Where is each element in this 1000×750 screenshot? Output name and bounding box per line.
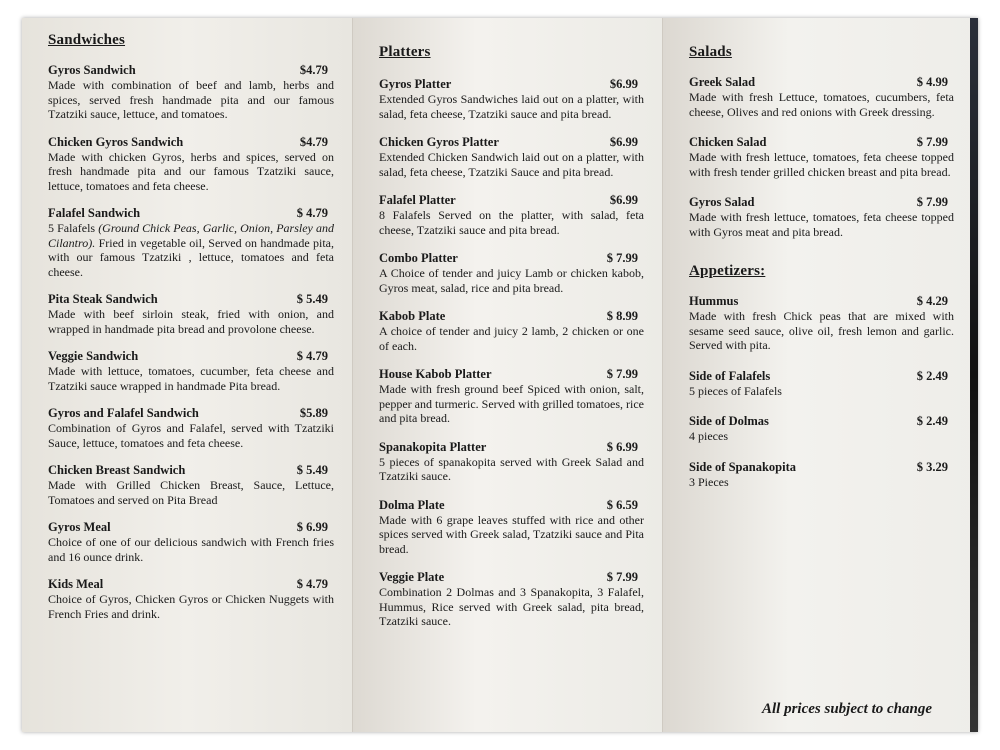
price-disclaimer: All prices subject to change xyxy=(762,701,932,717)
menu-item xyxy=(689,369,954,399)
item-name: Falafel Sandwich xyxy=(48,206,141,220)
section-title-platters: Platters xyxy=(379,44,431,60)
item-price: $ 7.99 xyxy=(606,570,638,584)
item-price: $ 6.59 xyxy=(606,497,638,512)
menu-item xyxy=(48,520,334,564)
item-name: Dolma Plate xyxy=(379,497,445,512)
menu-item xyxy=(379,498,644,557)
item-name: Chicken Gyros Platter xyxy=(379,135,499,149)
menu-item xyxy=(379,77,644,121)
section-title-salads: Salads xyxy=(689,44,732,60)
item-name: Greek Salad xyxy=(689,75,756,89)
item-price: $5.89 xyxy=(299,406,328,420)
item-price: $ 7.99 xyxy=(606,367,638,381)
menu-item xyxy=(379,251,644,295)
item-description: Made with Grilled Chicken Breast, Sauce, Lettuce, Tomatoes and served on Pita Bread xyxy=(48,478,334,507)
item-price: $ 7.99 xyxy=(916,135,948,149)
menu-item xyxy=(379,135,644,179)
item-description: A Choice of tender and juicy Lamb or chicken kabob, Gyros meat, salad, rice and pita bread. xyxy=(379,266,644,295)
item-description: Made with chicken Gyros, herbs and spices, served on fresh handmade pita and our famous Tzatziki sauce, lettuce, tomatoes and feta cheese. xyxy=(48,149,334,193)
menu-item xyxy=(689,460,954,490)
item-description-post: Fried in vegetable oil, Served on handmade pita, with our famous Tzatziki , lettuce, tomatoes and feta cheese. xyxy=(48,235,334,279)
item-name: Gyros Platter xyxy=(379,77,452,91)
menu-item xyxy=(48,577,334,621)
item-description-pre: 5 Falafels xyxy=(48,221,99,235)
item-description xyxy=(48,221,334,279)
menu-item xyxy=(379,570,644,629)
item-price: $ 8.99 xyxy=(606,309,638,323)
item-description: Made with fresh Lettuce, tomatoes, cucumbers, feta cheese, Olives and red onions with Greek dressing. xyxy=(689,90,954,119)
item-description: Made with fresh ground beef Spiced with onion, salt, pepper and turmeric. Served with grilled tomatoes, rice and pita bread. xyxy=(379,382,644,425)
item-price: $ 4.79 xyxy=(296,206,328,220)
item-name: Gyros Salad xyxy=(689,195,755,209)
menu-item xyxy=(379,367,644,426)
item-name: Chicken Salad xyxy=(689,135,767,149)
item-name: Chicken Breast Sandwich xyxy=(48,463,186,477)
menu-item xyxy=(48,292,334,336)
item-description-italic: (Ground Chick Peas, Garlic, Onion, Parsley and Cilantro). xyxy=(48,221,334,250)
item-name: Side of Dolmas xyxy=(689,414,769,428)
menu-item xyxy=(379,309,644,353)
item-name: Veggie Plate xyxy=(379,570,445,584)
item-description: 3 Pieces xyxy=(689,474,729,489)
item-name: Chicken Gyros Sandwich xyxy=(48,134,184,149)
item-price: $ 5.49 xyxy=(296,463,328,477)
sandwiches-panel xyxy=(22,18,352,732)
item-price: $ 7.99 xyxy=(916,195,948,209)
item-description: Extended Gyros Sandwiches laid out on a platter, with salad, feta cheese, Tzatziki sauce and pita bread. xyxy=(379,92,644,121)
item-name: Kabob Plate xyxy=(379,309,446,323)
item-description: Choice of one of our delicious sandwich with French fries and 16 ounce drink. xyxy=(48,535,334,564)
item-price: $ 3.29 xyxy=(916,459,948,474)
item-description: Combination of Gyros and Falafel, served with Tzatziki Sauce, lettuce, tomatoes and feta cheese. xyxy=(48,421,334,450)
menu-item xyxy=(379,193,644,237)
menu-item xyxy=(379,440,644,484)
item-price: $4.79 xyxy=(299,134,328,149)
item-description: 8 Falafels Served on the platter, with salad, feta cheese, Tzatziki sauce and pita bread. xyxy=(379,208,644,237)
salads-panel xyxy=(662,18,978,732)
item-description: Made with beef sirloin steak, fried with onion, and wrapped in handmade pita bread and provolone cheese. xyxy=(48,307,334,336)
item-price: $ 6.99 xyxy=(296,520,328,534)
item-price: $ 4.29 xyxy=(916,294,948,308)
platters-panel xyxy=(352,18,662,732)
item-name: House Kabob Platter xyxy=(379,367,492,381)
menu-right-edge xyxy=(970,18,978,732)
item-price: $ 2.49 xyxy=(916,368,948,383)
item-price: $ 4.79 xyxy=(296,577,328,591)
item-price: $ 4.79 xyxy=(296,349,328,363)
section-title-appetizers: Appetizers: xyxy=(689,263,766,279)
item-description: 5 pieces of spanakopita served with Greek Salad and Tzatziki sauce. xyxy=(379,454,644,483)
item-price: $ 6.99 xyxy=(606,439,638,454)
item-description: 4 pieces xyxy=(689,429,728,443)
item-price: $ 2.49 xyxy=(916,414,948,428)
section-title-sandwiches: Sandwiches xyxy=(48,32,126,48)
item-description: Made with fresh lettuce, tomatoes, feta cheese topped with Gyros meat and pita bread. xyxy=(689,210,954,239)
item-price: $4.79 xyxy=(299,63,328,77)
item-price: $6.99 xyxy=(609,135,638,149)
item-description: Made with 6 grape leaves stuffed with rice and other spices served with Greek salad, Tzatziki sauce and Pita bread. xyxy=(379,512,644,556)
menu-item xyxy=(48,349,334,393)
menu-item xyxy=(48,406,334,450)
item-price: $ 5.49 xyxy=(296,292,328,306)
item-price: $ 7.99 xyxy=(606,251,638,265)
item-name: Spanakopita Platter xyxy=(379,439,487,454)
item-name: Gyros and Falafel Sandwich xyxy=(48,406,199,420)
item-name: Side of Falafels xyxy=(689,368,771,383)
menu-item xyxy=(48,135,334,194)
item-description: Made with lettuce, tomatoes, cucumber, feta cheese and Tzatziki sauce wrapped in handmade Pita bread. xyxy=(48,364,334,393)
item-name: Pita Steak Sandwich xyxy=(48,292,158,306)
menu-item xyxy=(48,206,334,279)
item-name: Kids Meal xyxy=(48,577,104,591)
item-name: Gyros Meal xyxy=(48,520,111,534)
item-price: $ 4.99 xyxy=(916,75,948,89)
item-description: Made with fresh Chick peas that are mixed with sesame seed sauce, olive oil, fresh lemon and garlic. Served with pita. xyxy=(689,309,954,352)
menu-sheet xyxy=(22,18,978,732)
item-description: Made with fresh lettuce, tomatoes, feta cheese topped with fresh tender grilled chicken breast and pita bread. xyxy=(689,150,954,179)
item-description: Choice of Gyros, Chicken Gyros or Chicken Nuggets with French Fries and drink. xyxy=(48,592,334,621)
item-description: Combination 2 Dolmas and 3 Spanakopita, 3 Falafel, Hummus, Rice served with Greek salad, pita bread, Tzatziki sauce. xyxy=(379,585,644,628)
menu-item xyxy=(689,294,954,353)
item-name: Hummus xyxy=(689,294,739,308)
menu-item xyxy=(689,75,954,119)
item-name: Gyros Sandwich xyxy=(48,63,136,77)
item-name: Combo Platter xyxy=(379,251,458,265)
item-name: Veggie Sandwich xyxy=(48,349,139,363)
item-name: Side of Spanakopita xyxy=(689,459,796,474)
item-name: Falafel Platter xyxy=(379,193,456,207)
item-description: 5 pieces of Falafels xyxy=(689,383,782,398)
item-description: Extended Chicken Sandwich laid out on a platter, with salad, feta cheese, Tzatziki Sauce and pita bread. xyxy=(379,150,644,179)
menu-item xyxy=(48,463,334,507)
item-price: $6.99 xyxy=(609,77,638,91)
item-description: A choice of tender and juicy 2 lamb, 2 chicken or one of each. xyxy=(379,324,644,353)
menu-item xyxy=(689,135,954,179)
menu-item xyxy=(689,195,954,239)
item-description: Made with combination of beef and lamb, herbs and spices, served fresh handmade pita and our famous Tzatziki sauce, lettuce, and tomatoes. xyxy=(48,78,334,121)
menu-item xyxy=(48,63,334,122)
menu-item xyxy=(689,414,954,444)
item-price: $6.99 xyxy=(609,193,638,207)
